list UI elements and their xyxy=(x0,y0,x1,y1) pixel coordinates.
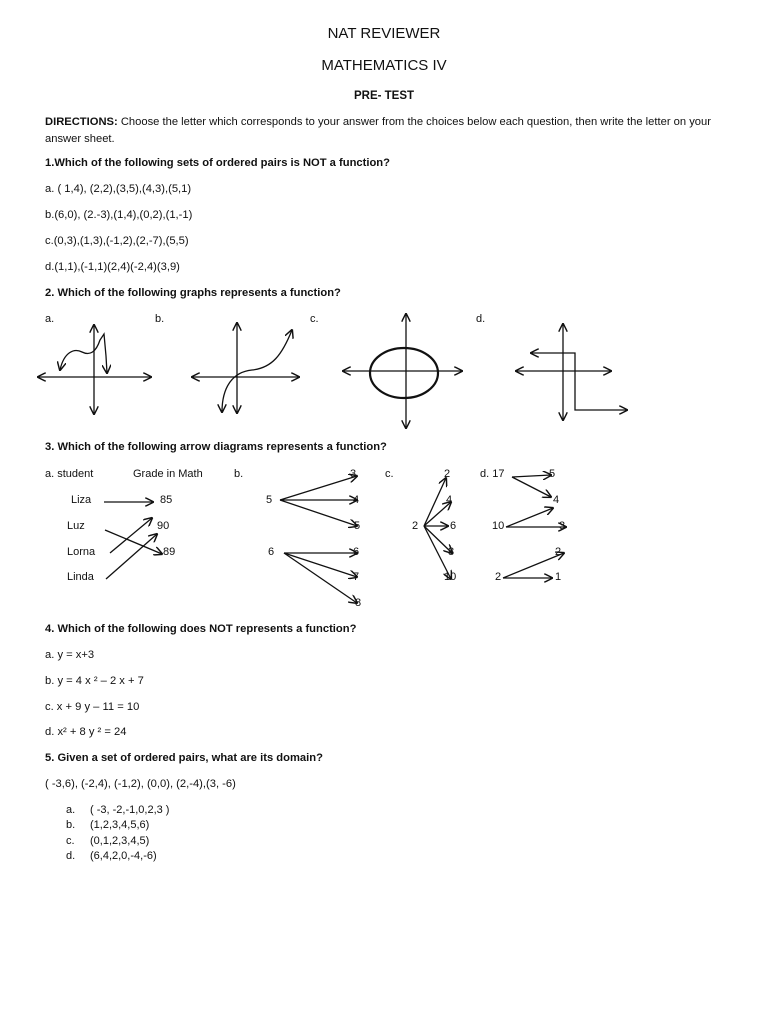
q3a-student-3: Lorna xyxy=(67,546,96,558)
q5-option-c-text: (0,1,2,3,4,5) xyxy=(90,835,150,847)
q2-label-c: c. xyxy=(310,313,319,325)
q3b-range-5: 7 xyxy=(353,571,360,583)
q3b-label: b. xyxy=(234,468,244,480)
q3c-range-5: 10 xyxy=(444,571,457,583)
q3a-grade-1: 85 xyxy=(160,494,173,506)
q5-option-d-marker: d. xyxy=(66,850,76,862)
q1-option-d: d.(1,1),(-1,1)(2,4)(-2,4)(3,9) xyxy=(45,261,180,273)
q1-option-b: b.(6,0), (2.-3),(1,4),(0,2),(1,-1) xyxy=(45,209,193,221)
q2-question: 2. Which of the following graphs represents a function? xyxy=(45,287,341,299)
q3d-range-5: 1 xyxy=(555,571,562,583)
q3c-range-4: 8 xyxy=(448,546,455,558)
q3-question: 3. Which of the following arrow diagrams represents a function? xyxy=(45,441,387,453)
q3d-range-4: 2 xyxy=(555,546,562,558)
graph-d xyxy=(516,324,627,420)
q5-option-a xyxy=(66,804,169,816)
arrow-diagram-d xyxy=(503,475,566,578)
q3a-label: a. student xyxy=(45,468,94,480)
q3d-range-3: 3 xyxy=(559,520,566,532)
q3c-range-1: 2 xyxy=(444,468,451,480)
title-mathematics: MATHEMATICS IV xyxy=(321,57,447,74)
q5-option-d-text: (6,4,2,0,-4,-6) xyxy=(90,850,157,862)
arrow-diagram-a xyxy=(104,502,162,579)
q5-option-a-text: ( -3, -2,-1,0,2,3 ) xyxy=(90,804,170,816)
title-nat-reviewer: NAT REVIEWER xyxy=(327,25,441,42)
q5-option-b-text: (1,2,3,4,5,6) xyxy=(90,819,150,831)
q5-option-a-marker: a. xyxy=(66,804,76,816)
directions-text: Choose the letter which corresponds to your answer from the choices below each question, then write the letter on your answer sheet. xyxy=(45,116,711,145)
arrow-diagram-b xyxy=(280,476,360,603)
q3b-range-6: 8 xyxy=(355,597,362,609)
directions-label: DIRECTIONS: xyxy=(45,116,118,128)
q3a-grade-3: 89 xyxy=(163,546,176,558)
q5-option-d xyxy=(66,850,157,862)
q2-label-a: a. xyxy=(45,313,55,325)
q3d-label: d. 17 xyxy=(480,468,505,480)
q3a-student-2: Luz xyxy=(67,520,85,532)
q5-question: 5. Given a set of ordered pairs, what are its domain? xyxy=(45,752,323,764)
graph-c xyxy=(343,314,462,428)
q1-question: 1.Which of the following sets of ordered pairs is NOT a function? xyxy=(45,157,390,169)
q5-option-c-marker: c. xyxy=(66,835,75,847)
q3a-grade-2: 90 xyxy=(157,520,170,532)
q1-option-c: c.(0,3),(1,3),(-1,2),(2,-7),(5,5) xyxy=(45,235,189,247)
q3b-range-3: 5 xyxy=(354,520,361,532)
q3c-range-2: 4 xyxy=(446,494,453,506)
q3b-range-2: 4 xyxy=(353,494,360,506)
q2-label-d: d. xyxy=(476,313,486,325)
q5-ordered-pairs: ( -3,6), (-2,4), (-1,2), (0,0), (2,-4),(3, -6) xyxy=(45,778,236,790)
q3c-label: c. xyxy=(385,468,394,480)
graph-a xyxy=(38,325,151,414)
q3b-domain-2: 6 xyxy=(268,546,275,558)
q4-option-c: c. x + 9 y – 11 = 10 xyxy=(45,701,140,713)
q1-option-a: a. ( 1,4), (2,2),(3,5),(4,3),(5,1) xyxy=(45,183,192,195)
q5-option-b-marker: b. xyxy=(66,819,76,831)
q5-option-b xyxy=(66,819,149,831)
q3b-range-1: 3 xyxy=(350,468,357,480)
q4-option-a: a. y = x+3 xyxy=(45,649,95,661)
q3b-range-4: 6 xyxy=(353,546,360,558)
q3c-domain-1: 2 xyxy=(412,520,419,532)
title-pretest: PRE- TEST xyxy=(353,90,415,102)
q3a-student-1: Liza xyxy=(71,494,92,506)
q5-option-c xyxy=(66,835,149,847)
q3d-domain-1: 10 xyxy=(492,520,505,532)
q4-option-d: d. x² + 8 y ² = 24 xyxy=(45,726,127,738)
q3a-header-grade: Grade in Math xyxy=(133,468,203,480)
q3a-student-4: Linda xyxy=(67,571,94,583)
q3d-range-1: 5 xyxy=(549,468,556,480)
q3d-range-2: 4 xyxy=(553,494,560,506)
q4-question: 4. Which of the following does NOT represents a function? xyxy=(45,623,357,635)
q3b-domain-1: 5 xyxy=(266,494,273,506)
q4-option-b: b. y = 4 x ² – 2 x + 7 xyxy=(45,675,144,687)
q3c-range-3: 6 xyxy=(450,520,457,532)
graph-b xyxy=(192,323,299,413)
q3d-domain-2: 2 xyxy=(495,571,502,583)
q2-label-b: b. xyxy=(155,313,165,325)
